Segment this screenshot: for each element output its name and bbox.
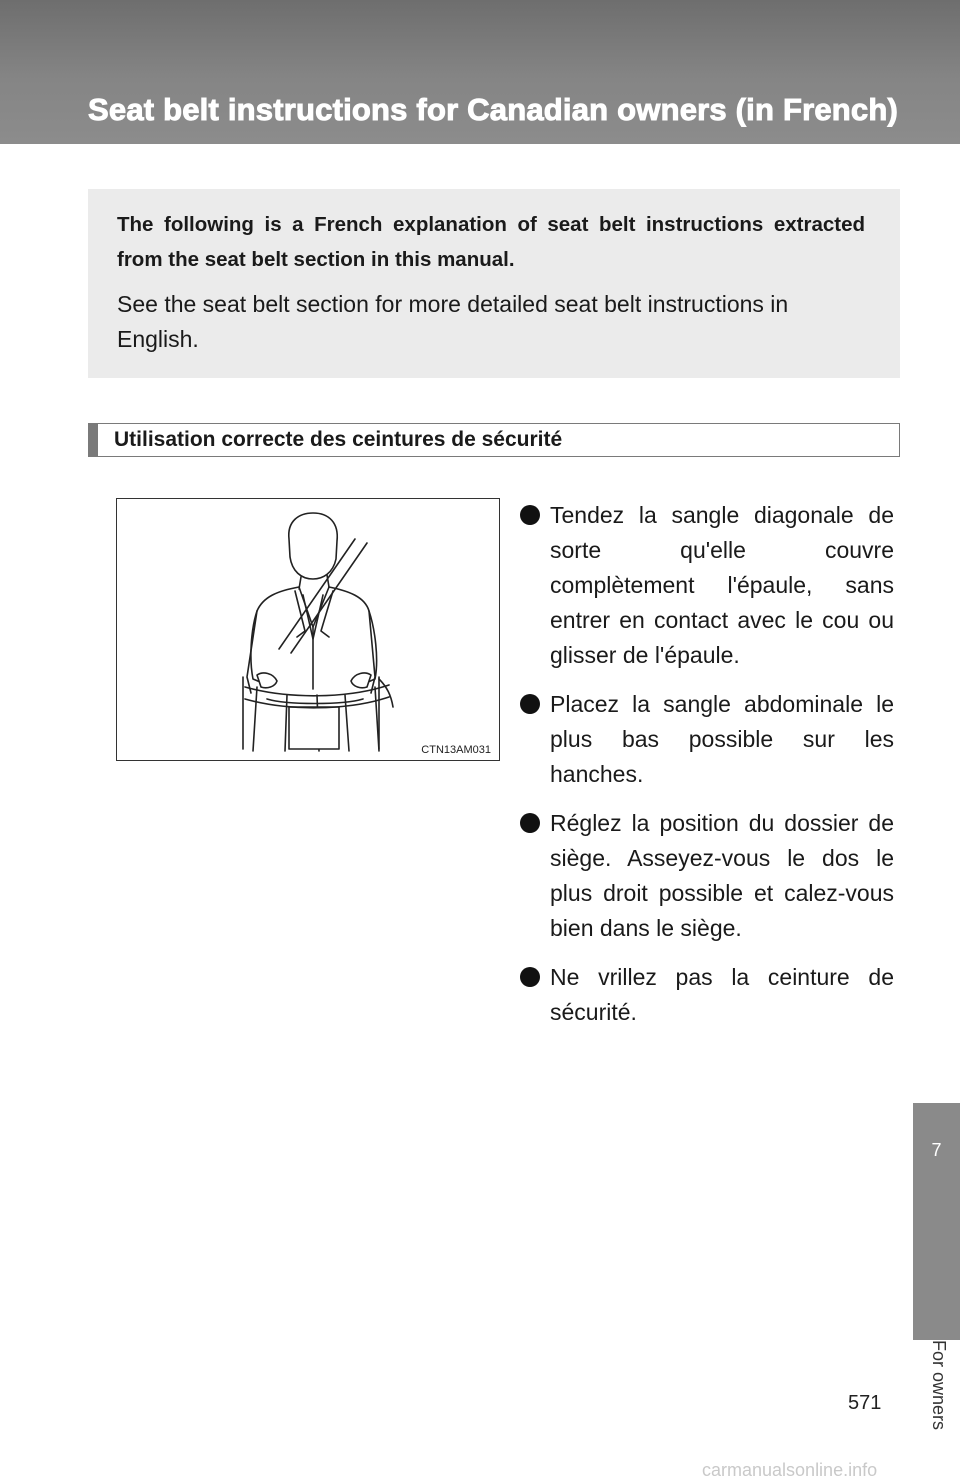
page-title: Seat belt instructions for Canadian owners (in French) xyxy=(88,92,899,127)
intro-box xyxy=(88,189,900,378)
watermark: carmanualsonline.info xyxy=(702,1460,878,1480)
page-header xyxy=(0,0,960,144)
bullet-text: Placez la sangle abdominale le plus bas possible sur les hanches. xyxy=(550,691,894,787)
bullet-dot-icon xyxy=(520,967,540,987)
bullet-dot-icon xyxy=(520,694,540,714)
section-heading xyxy=(88,423,900,457)
list-item xyxy=(520,498,894,673)
list-item xyxy=(520,806,894,946)
chapter-label xyxy=(917,1340,957,1460)
bullet-dot-icon xyxy=(520,505,540,525)
page-number: 571 xyxy=(848,1392,882,1414)
list-item xyxy=(520,960,894,1030)
bullet-text: Ne vrillez pas la ceinture de sécurité. xyxy=(550,964,894,1025)
seat-belt-illustration xyxy=(116,498,500,761)
section-title: Utilisation correcte des ceintures de sécurité xyxy=(114,428,563,451)
bullet-list xyxy=(520,498,894,1044)
figure-code: CTN13AM031 xyxy=(421,744,491,756)
chapter-number: 7 xyxy=(931,1140,942,1160)
intro-normal-text: See the seat belt section for more detailed seat belt instructions in English. xyxy=(117,291,789,352)
list-item xyxy=(520,687,894,792)
intro-bold-text: The following is a French explanation of seat belt instructions extracted from the seat belt section in this manual. xyxy=(117,213,865,271)
bullet-text: Tendez la sangle diagonale de sorte qu'elle couvre complètement l'épaule, sans entrer en contact avec le cou ou glisser de l'épaule. xyxy=(550,502,894,668)
chapter-label-text: For owners xyxy=(929,1340,949,1431)
seated-person-with-seatbelt-drawing xyxy=(117,499,500,761)
bullet-dot-icon xyxy=(520,813,540,833)
chapter-tab xyxy=(913,1103,960,1340)
bullet-text: Réglez la position du dossier de siège. Asseyez-vous le dos le plus droit possible et calez-vous bien dans le siège. xyxy=(550,810,894,941)
